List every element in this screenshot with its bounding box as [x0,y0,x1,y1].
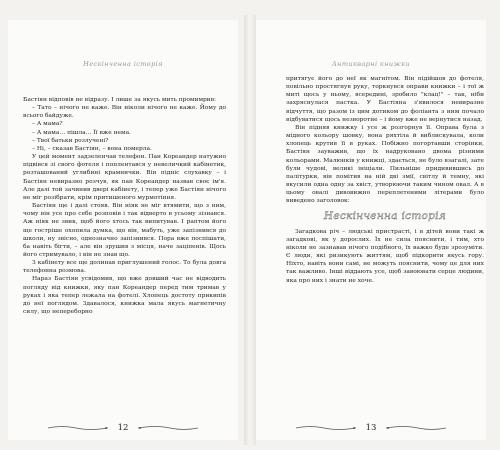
paragraph: Бастіян ще і далі стояв. Він ніяк не міг втямити, що з ним, чому він усе про себе розповів і так відверто в усьому зізнався. Аж ніяк не звик, щоб його хтось так випитував. І раптом його ще гостріше охопила думка, що він, мабуть, уже запізнився до школи, ну звісно, однозначно запізнився. Пора вже поспішати, ба навіть бігти, – але він зрушив з місця, наче заціпенів. Щось його стримувало, і він не знав що. [23,203,226,258]
paragraph: У цей момент задзеленчав телефон. Пан Кореандер натужно підвівся зі свого фотеля і поплентався у невеличкий кабінетик, розташований углибині крамнички. Він підніс слухавку – і Бастіян невиразно розчув, як пан Кореандер назвав своє ім'я. Але далі той зачинив двері кабінету, і тепер уже Бастіян нічого не міг розібрати, крім притишеного мурмотіння. [23,154,226,201]
paragraph: – Ні, – сказав Бастіян, – вона померла. [32,145,152,152]
flourish-ornament-icon [136,424,200,432]
paragraph: – А мама… пішла… Її вже нема. [32,129,131,136]
flourish-ornament-icon [294,424,358,432]
paragraph: Він підняв книжку і усе ж розгорнув її. Оправа була з мідного кольору шовку, вона ряхтіла й виблискувала, коли хлопець крутив її в руках. Побіжно погортавши сторінки, Бастіян зауважив, що їх надруковано двома різними кольорами. Малюнків у книжці, здається, не було взагалі, зате були чудові, великі ініціали. Пильніше придивившись до палітурки, він помітив на ній дві змії, світлу й темну, які вкусили одна одну за хвіст, утворюючи таким чином овал. А в цьому овалі дивовижно переплетеними літерами було виведено заголовок: [286,124,484,205]
paragraph: – Твої батьки розлучені? [32,137,109,144]
flourish-ornament-icon [384,424,448,432]
running-head-right: Антикварні книжки [331,60,411,68]
running-head-left: Нескінченна історія [83,60,163,68]
right-page [256,20,486,440]
paragraph: Бастіян відповів не відразу. І лише за якусь мить промимрив: [23,97,217,103]
book-gutter [244,15,256,445]
page-number-left: 12 [117,423,129,433]
paragraph: – А мама? [32,121,63,128]
right-page-body [286,75,484,285]
page-number-right: 13 [365,423,377,433]
right-page-footer [256,422,486,434]
chapter-heading: Нескінченна історія [323,209,447,222]
paragraph: притягує його до неї як магнітом. Він підійшов до фотеля, повільно простягнув руку, торкнувся оправи книжки – і тої ж миті щось у ньому, всередині, зробило "клац!" – так, ніби захряснулася пастка. У Бастіяна з'явилося невиразне відчуття, що разом із цим дотиком до фоліанта з ним почало відбуватися щось незворотне – і йому вже не вернутися назад. [286,76,484,123]
left-page [8,20,238,440]
left-page-footer [8,422,238,434]
paragraph: Загадкова річ – людські пристрасті, і в дітей вони такі ж загадкові, як у дорослих. Їх не сила пояснити, і тим, хто ніколи не зазнавав нічого подібного, їх важко буде зрозуміти. Є люди, які ризикують життям, щоб підкорити якусь гору. Ніхто, навіть вони самі, не можуть пояснити, чому це для них так важливо. Інші віддають усе, щоб завоювати серце людини, яка про них і знати не хоче. [286,228,484,284]
paragraph: Нараз Бастіян усвідомив, що вже довший час не відводить погляду від книжки, яку пан Кореандер перед тим тримав у руках і яка тепер лежала на фотелі. Хлопець достоту прикипів до неї поглядом. Здавалося, книжка мала якусь магнетичну силу, що непереборно [23,276,226,316]
paragraph: – Тато – нічого не каже. Він ніколи нічого не каже. Йому до всього байдуже. [23,105,226,120]
paragraph: З кабінету все ще долинав приглушений голос. То була довга телефонна розмова. [23,260,226,275]
flourish-ornament-icon [46,424,110,432]
left-page-body [23,96,226,316]
